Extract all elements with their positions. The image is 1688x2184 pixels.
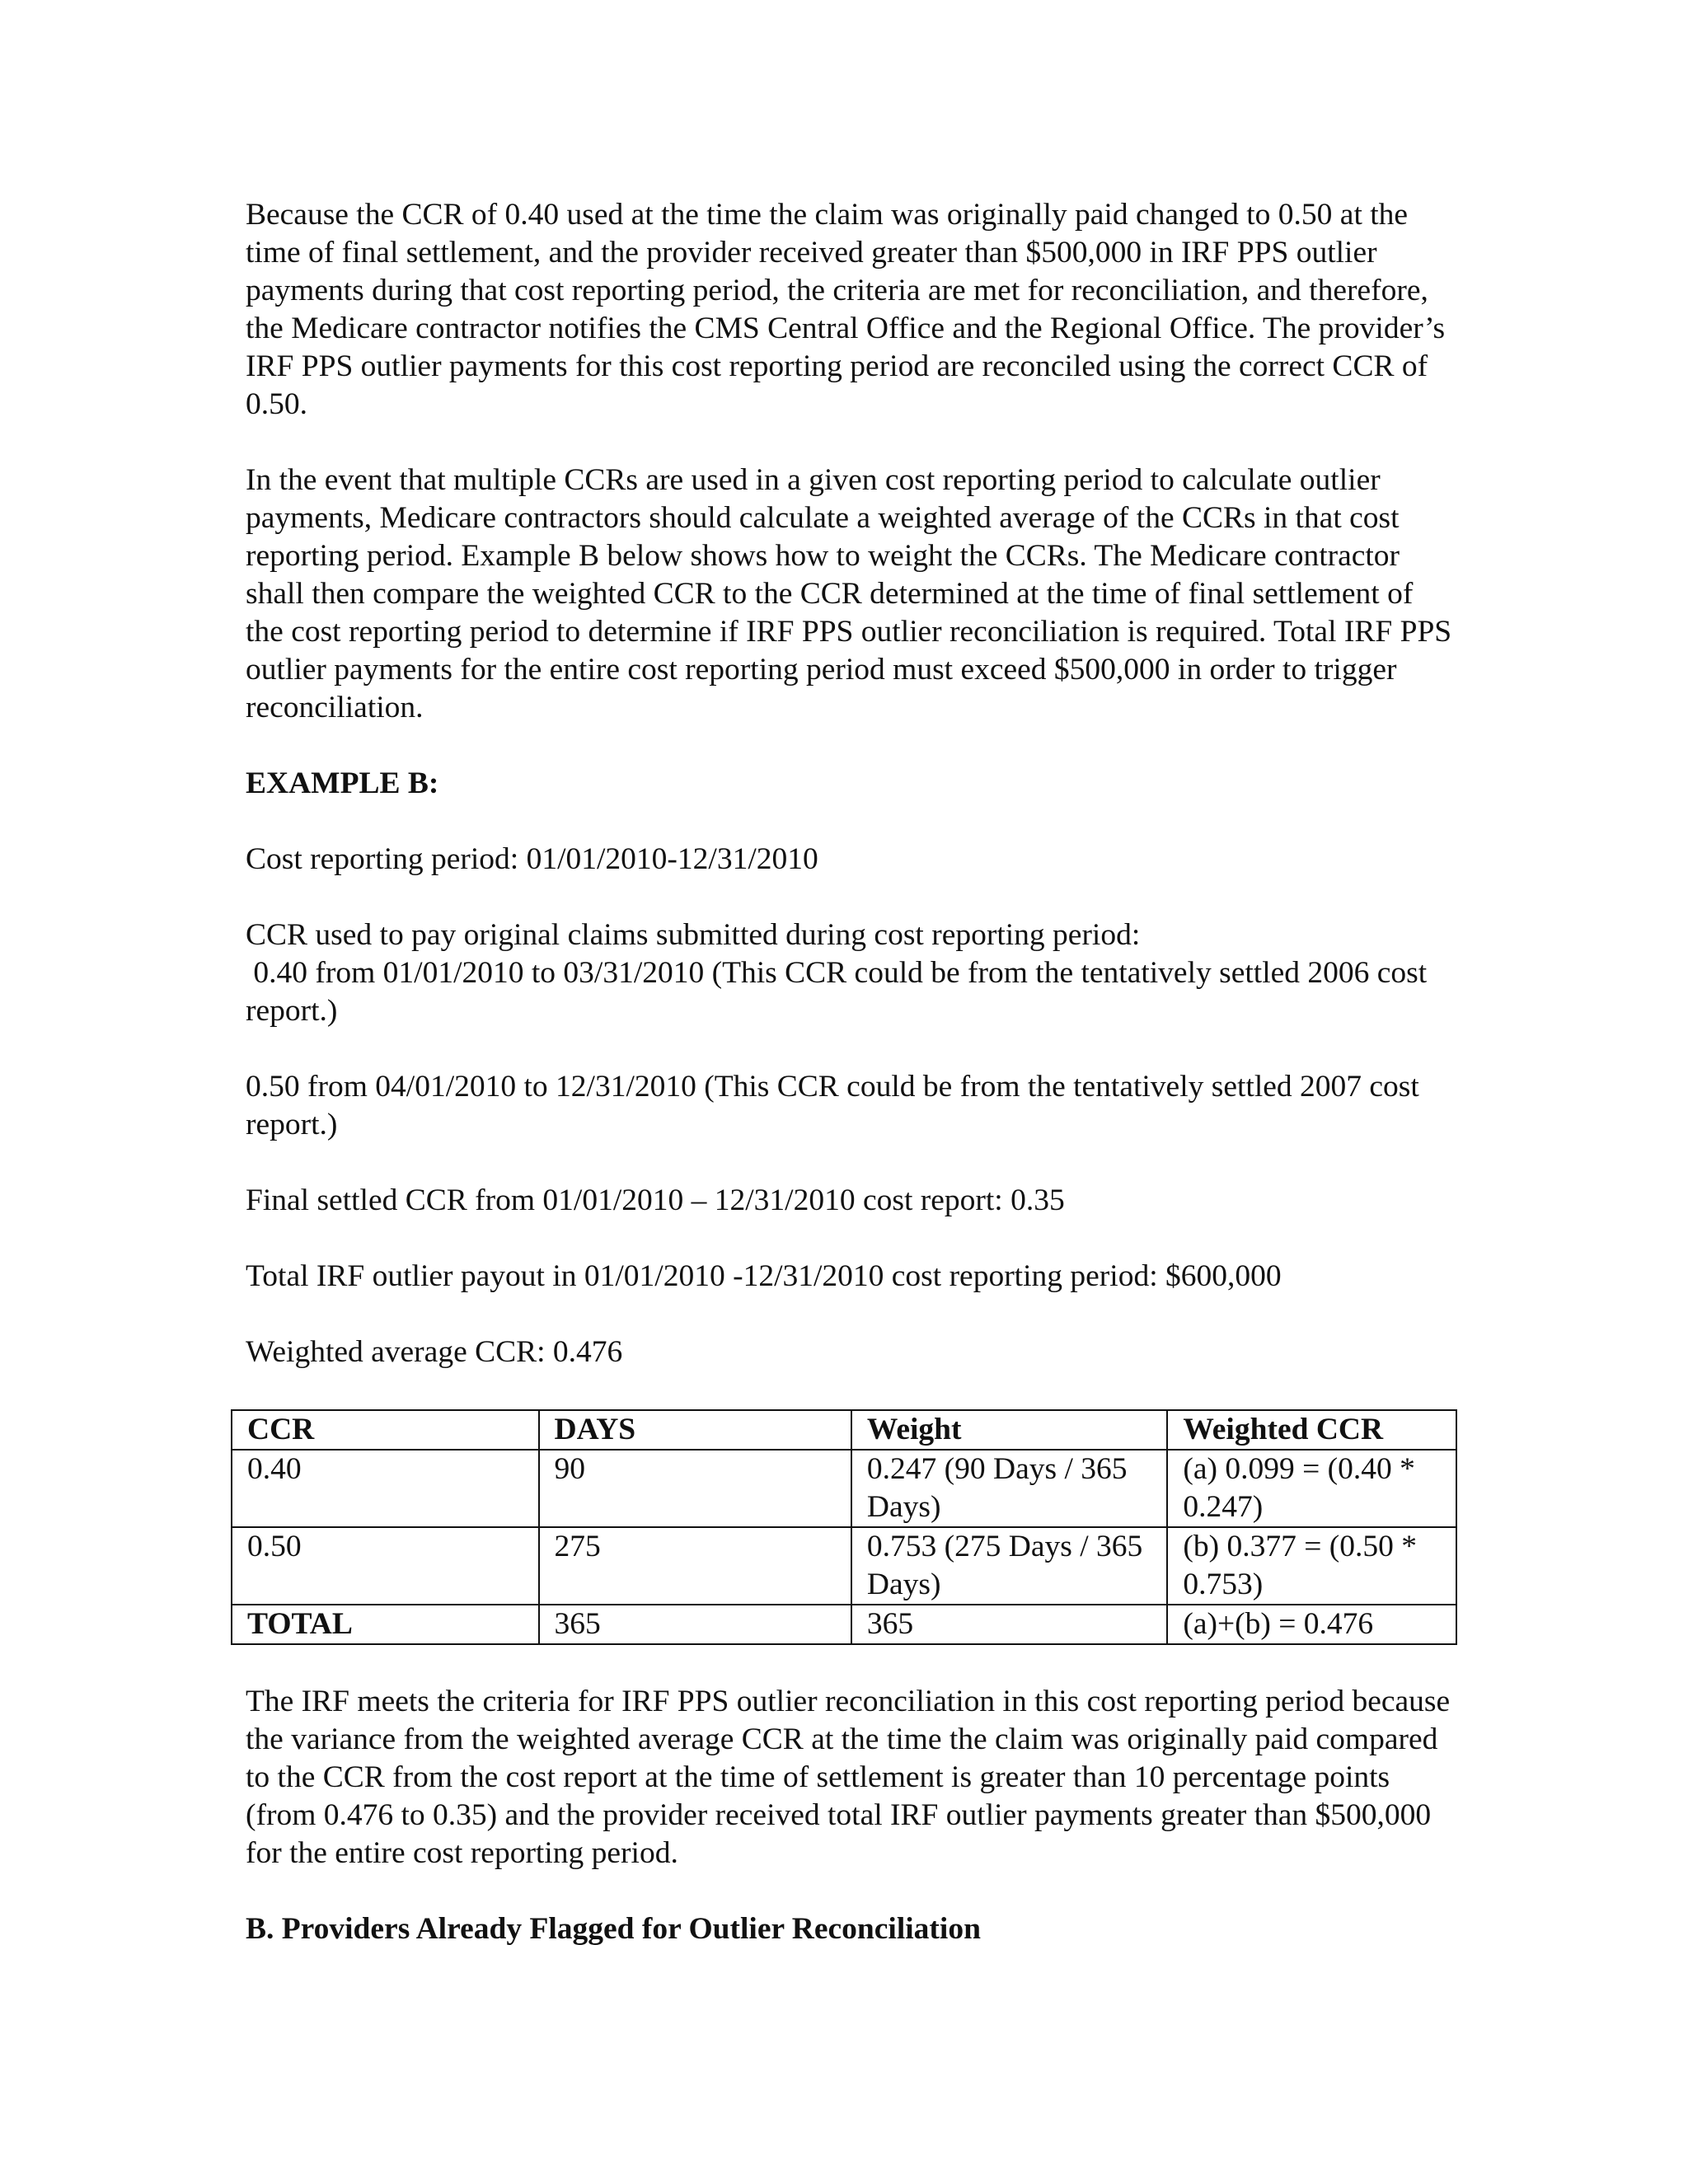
- cell-total-weighted-ccr: (a)+(b) = 0.476: [1167, 1605, 1456, 1644]
- cell-weight: 0.753 (275 Days / 365 Days): [851, 1527, 1167, 1605]
- weighted-ccr-table: [231, 1409, 1457, 1645]
- paragraph-multiple-ccrs: In the event that multiple CCRs are used in a given cost reporting period to calculate outlier payments, Medicare contractors should calculate a weighted average of the CCRs in that cost reporting period. Example B below shows how to weight the CCRs. The Medicare contractor shall then compare the weighted CCR to the CCR determined at the time of final settlement of the cost reporting period to determine if IRF PPS outlier reconciliation is required. Total IRF PPS outlier payments for the entire cost reporting period must exceed $500,000 in order to trigger reconciliation.: [246, 463, 1452, 724]
- cell-ccr: 0.50: [232, 1527, 539, 1605]
- example-heading: EXAMPLE B:: [246, 766, 439, 800]
- table-row: [232, 1450, 1456, 1527]
- total-outlier-payout: Total IRF outlier payout in 01/01/2010 -12/31/2010 cost reporting period: $600,000: [246, 1259, 1282, 1293]
- ccr-second-period: 0.50 from 04/01/2010 to 12/31/2010 (This CCR could be from the tentatively settled 2007 cost report.): [246, 1070, 1419, 1141]
- table-row: [232, 1527, 1456, 1605]
- cell-ccr: 0.40: [232, 1450, 539, 1527]
- header-ccr: CCR: [232, 1410, 539, 1450]
- cell-weighted-ccr: (b) 0.377 = (0.50 * 0.753): [1167, 1527, 1456, 1605]
- header-weight: Weight: [851, 1410, 1167, 1450]
- header-weighted-ccr: Weighted CCR: [1167, 1410, 1456, 1450]
- cell-weighted-ccr: (a) 0.099 = (0.40 * 0.247): [1167, 1450, 1456, 1527]
- cell-total-days: 365: [539, 1605, 851, 1644]
- cell-days: 90: [539, 1450, 851, 1527]
- cell-total-label: TOTAL: [232, 1605, 539, 1644]
- table-total-row: [232, 1605, 1456, 1644]
- header-days: DAYS: [539, 1410, 851, 1450]
- cost-reporting-period: Cost reporting period: 01/01/2010-12/31/2010: [246, 842, 818, 876]
- document-page: [246, 196, 1457, 1986]
- table-header-row: [232, 1410, 1456, 1450]
- ccr-first-period: 0.40 from 01/01/2010 to 03/31/2010 (This CCR could be from the tentatively settled 2006 cost report.): [246, 956, 1435, 1028]
- section-heading: B. Providers Already Flagged for Outlier Reconciliation: [246, 1912, 981, 1946]
- cell-total-weight: 365: [851, 1605, 1167, 1644]
- cell-weight: 0.247 (90 Days / 365 Days): [851, 1450, 1167, 1527]
- paragraph-ccr-change: Because the CCR of 0.40 used at the time the claim was originally paid changed to 0.50 at the time of final settlement, and the provider received greater than $500,000 in IRF PPS outlier payments during that cost reporting period, the criteria are met for reconciliation, and therefore, the Medicare contractor notifies the CMS Central Office and the Regional Office. The provider’s IRF PPS outlier payments for this cost reporting period are reconciled using the correct CCR of 0.50.: [246, 198, 1446, 421]
- ccr-used-block: [246, 916, 1457, 1030]
- final-settled-ccr: Final settled CCR from 01/01/2010 – 12/31/2010 cost report: 0.35: [246, 1183, 1065, 1217]
- conclusion-paragraph: The IRF meets the criteria for IRF PPS outlier reconciliation in this cost reporting period because the variance from the weighted average CCR at the time the claim was originally paid compared to the CCR from the cost report at the time of settlement is greater than 10 percentage points (from 0.476 to 0.35) and the provider received total IRF outlier payments greater than $500,000 for the entire cost reporting period.: [246, 1685, 1451, 1870]
- ccr-used-intro: CCR used to pay original claims submitted during cost reporting period:: [246, 918, 1141, 952]
- cell-days: 275: [539, 1527, 851, 1605]
- weighted-average-ccr: Weighted average CCR: 0.476: [246, 1335, 623, 1369]
